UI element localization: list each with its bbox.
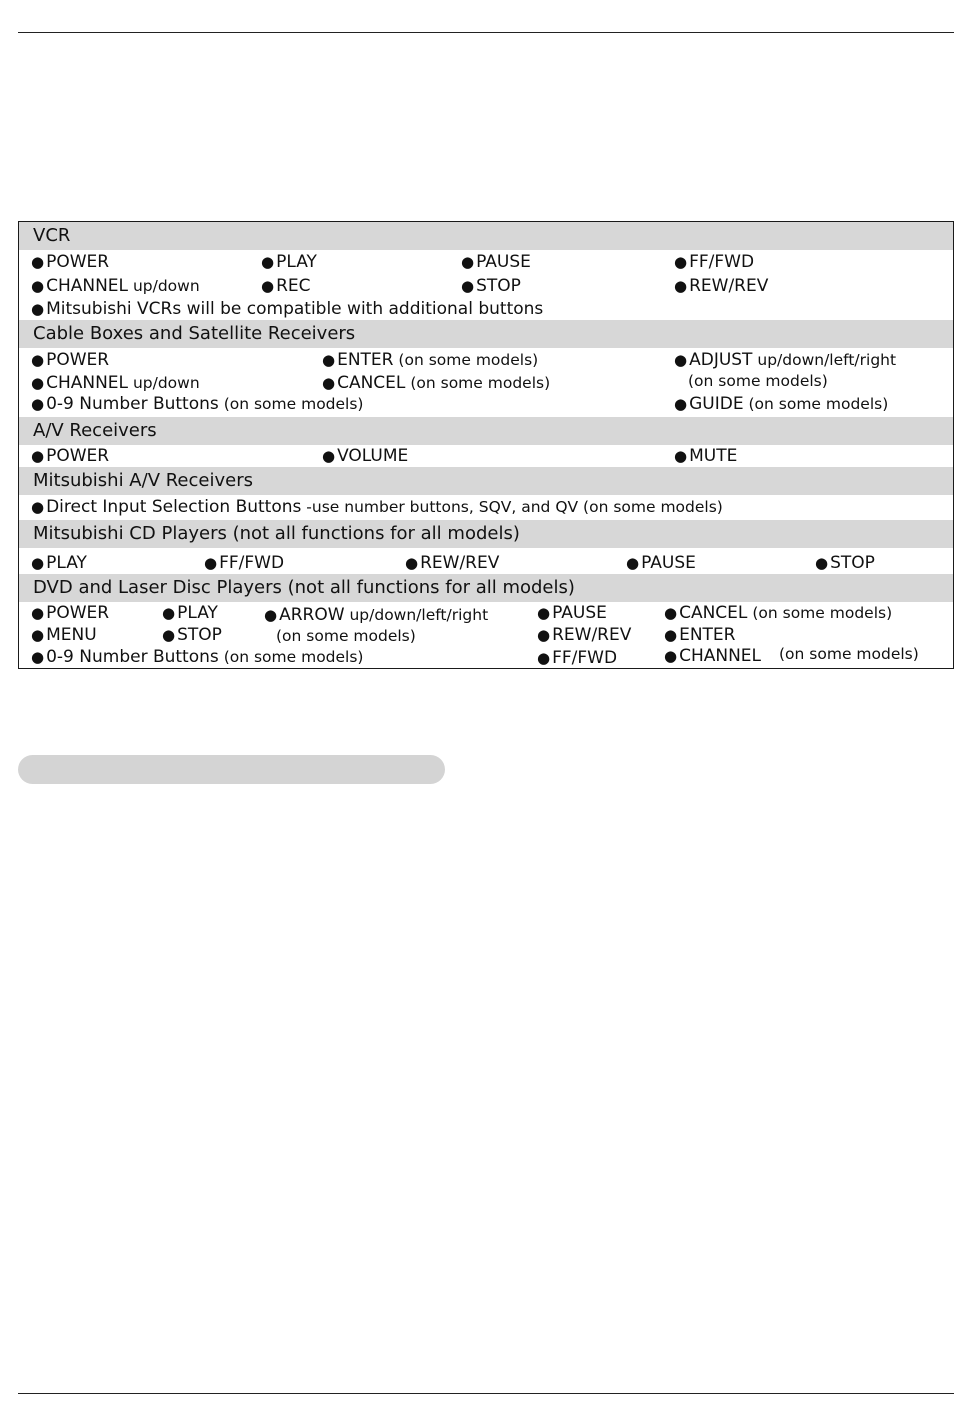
list-item: ● PAUSE <box>537 603 607 623</box>
list-item: ● POWER <box>31 603 110 623</box>
list-item: ● POWER <box>31 350 110 370</box>
top-rule <box>18 32 954 33</box>
list-item: ● FF/FWD <box>674 252 755 272</box>
list-item: ● PLAY <box>162 603 218 623</box>
compatibility-table <box>18 221 954 669</box>
list-item: ● PLAY <box>261 252 317 272</box>
list-item: ● STOP <box>162 625 222 645</box>
list-item: ● POWER <box>31 252 110 272</box>
list-item: ● Direct Input Selection Buttons -use number buttons, SQV, and QV (on some models) <box>31 497 723 517</box>
list-item: ● STOP <box>461 276 521 296</box>
list-item-continuation: (on some models) <box>688 372 828 390</box>
section-header-cd: Mitsubishi CD Players (not all functions for all models) <box>19 520 953 548</box>
bottom-rule <box>18 1393 954 1394</box>
list-item: ● PAUSE <box>461 252 531 272</box>
list-item-continuation: (on some models) <box>276 627 416 645</box>
list-item: ● PAUSE <box>626 553 696 573</box>
section-header-cable: Cable Boxes and Satellite Receivers <box>19 320 953 348</box>
list-item: ● REC <box>261 276 311 296</box>
list-item-continuation: (on some models) <box>779 645 919 663</box>
list-item: ● FF/FWD <box>537 648 618 668</box>
list-item: ● ADJUST up/down/left/right <box>674 350 897 370</box>
list-item: ● REW/REV <box>674 276 769 296</box>
list-item: ● ENTER (on some models) <box>322 350 539 370</box>
list-item: ● MUTE <box>674 446 738 466</box>
section-header-dvd: DVD and Laser Disc Players (not all functions for all models) <box>19 574 953 602</box>
list-item: ● STOP <box>815 553 875 573</box>
list-item: ● VOLUME <box>322 446 409 466</box>
list-item: ● PLAY <box>31 553 87 573</box>
section-header-vcr: VCR <box>19 222 953 250</box>
list-item: ● CHANNEL up/down <box>31 373 200 393</box>
list-item: ● ENTER <box>664 625 736 645</box>
list-item: ● POWER <box>31 446 110 466</box>
list-item: ● MENU <box>31 625 97 645</box>
list-item: ● CHANNEL up/down <box>31 276 200 296</box>
list-item: ● REW/REV <box>537 625 632 645</box>
list-item: ● FF/FWD <box>204 553 285 573</box>
list-item: ● 0-9 Number Buttons (on some models) <box>31 394 364 414</box>
section-heading-bar <box>18 755 445 784</box>
section-header-av: A/V Receivers <box>19 417 953 445</box>
list-item: ● REW/REV <box>405 553 500 573</box>
list-item: ● CANCEL (on some models) <box>322 373 551 393</box>
list-item: ● Mitsubishi VCRs will be compatible with additional buttons <box>31 299 544 319</box>
section-header-mitsubishi-av: Mitsubishi A/V Receivers <box>19 467 953 495</box>
list-item: ● CANCEL (on some models) <box>664 603 893 623</box>
list-item: ● ARROW up/down/left/right <box>264 605 489 625</box>
list-item: ● CHANNEL <box>664 646 762 666</box>
list-item: ● GUIDE (on some models) <box>674 394 889 414</box>
list-item: ● 0-9 Number Buttons (on some models) <box>31 647 364 667</box>
